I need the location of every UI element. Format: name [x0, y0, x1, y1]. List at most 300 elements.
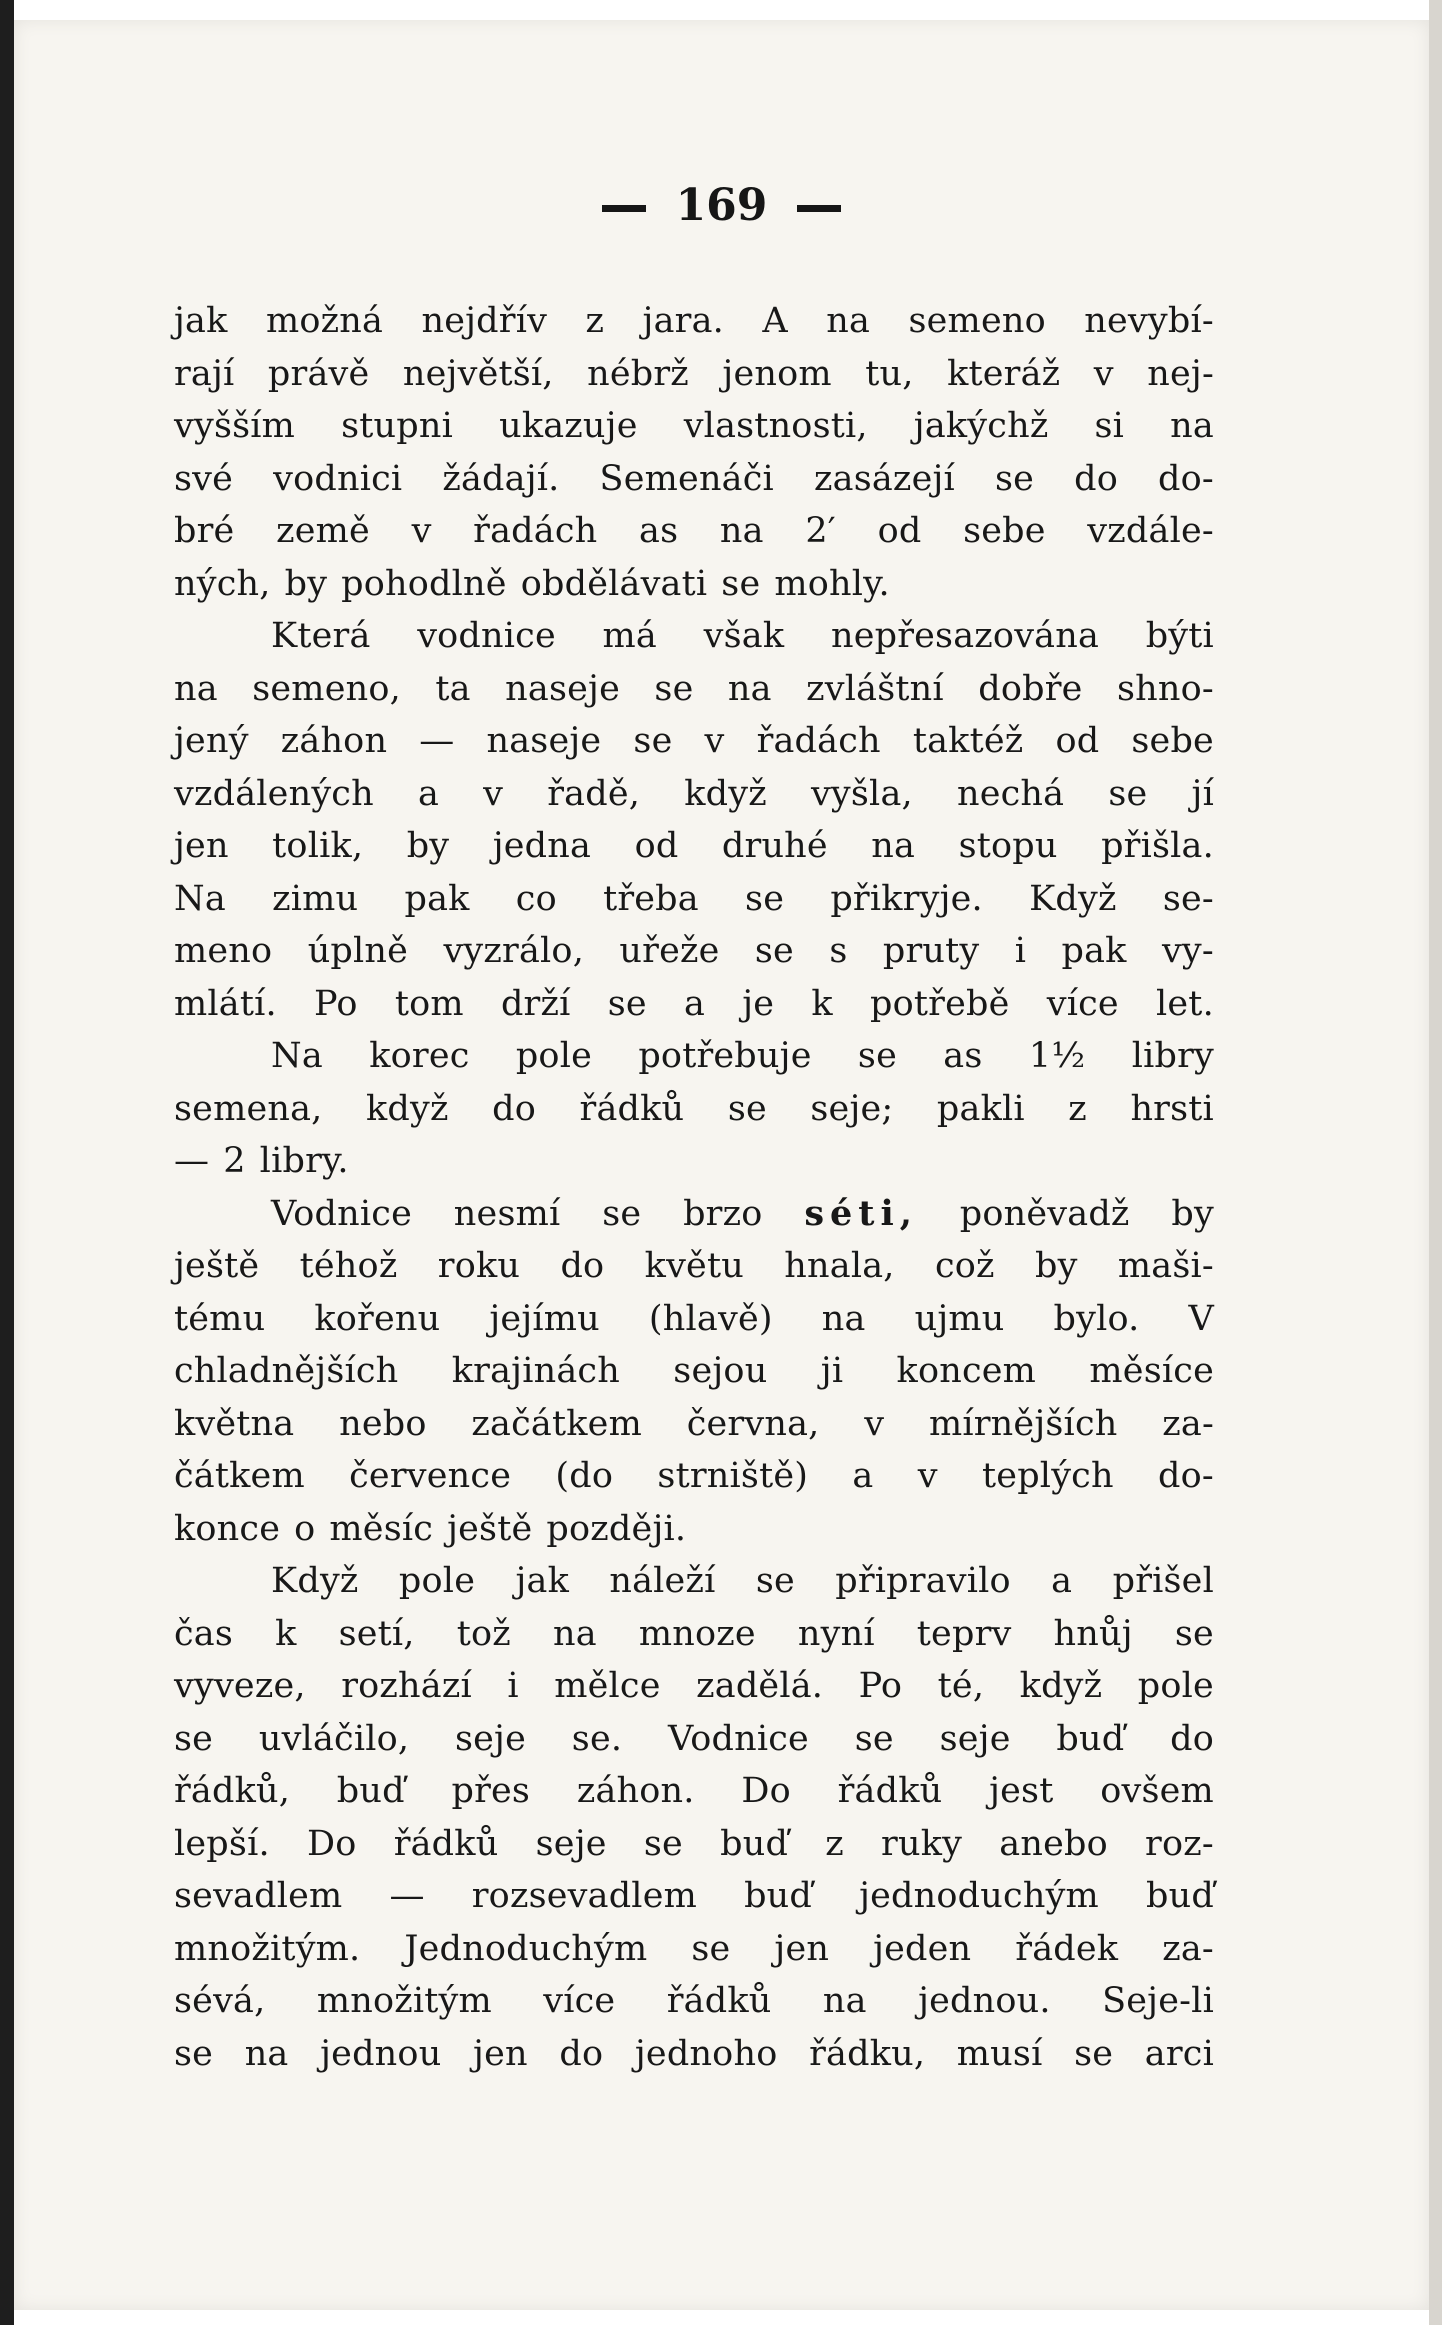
word: jejímu [489, 1298, 600, 1339]
word: drží [500, 983, 571, 1024]
word: jen [473, 2033, 528, 2074]
word: když [1019, 1666, 1103, 1706]
word: Semenáči [599, 458, 774, 499]
word: tolik, [272, 826, 364, 866]
word: ještě [174, 1246, 260, 1286]
word: buď [1146, 1876, 1214, 1916]
text-line [174, 1555, 1214, 1608]
word: v [917, 1456, 938, 1496]
word: náleží [609, 1561, 716, 1601]
word: potřebuje [638, 1036, 812, 1076]
text-line [174, 1975, 1214, 2028]
word: čas [174, 1613, 234, 1654]
word: uvláčilo, [258, 1718, 410, 1759]
word: za- [1162, 1403, 1214, 1444]
word: řádek [1015, 1928, 1119, 1969]
word: právě [267, 353, 370, 394]
text-line [174, 295, 1214, 348]
word: jakýchž [913, 406, 1049, 446]
word: přes [451, 1771, 531, 1811]
word: obdělávati [520, 563, 708, 604]
body-text [174, 295, 1214, 2080]
header-dash-left [602, 205, 646, 212]
word: V [1188, 1298, 1214, 1339]
word: 1½ [1028, 1036, 1086, 1076]
word: za- [1162, 1928, 1214, 1969]
word: anebo [999, 1823, 1108, 1864]
text-line [174, 1293, 1214, 1346]
word: jest [989, 1771, 1054, 1811]
word: ujmu [914, 1298, 1005, 1339]
word: do- [1158, 1456, 1214, 1496]
word: a [683, 983, 706, 1024]
text-line [174, 1870, 1214, 1923]
word: květu [644, 1246, 744, 1286]
word: je [742, 983, 775, 1024]
word: se [755, 1561, 795, 1601]
text-line [174, 1030, 1214, 1083]
word: jenom [722, 353, 832, 394]
word: let. [1156, 983, 1214, 1024]
text-line [174, 1188, 1214, 1241]
text-line [174, 610, 1214, 663]
word: se [602, 1193, 642, 1234]
word: semeno [908, 301, 1046, 341]
word: sévá, [174, 1981, 266, 2021]
text-line [174, 1608, 1214, 1661]
text-line [174, 820, 1214, 873]
word: sebe [963, 511, 1046, 551]
word: libry [1131, 1036, 1214, 1076]
word: na [826, 301, 871, 341]
word: by [1171, 1193, 1214, 1234]
word: Vodnice [667, 1718, 809, 1759]
word: bré [174, 511, 235, 551]
page-header [14, 180, 1429, 231]
word: pole [1137, 1666, 1214, 1706]
word: musí [956, 2033, 1043, 2074]
word: mírnějších [928, 1403, 1118, 1444]
word: když [684, 773, 767, 814]
word: se [745, 878, 785, 919]
word: ruky [881, 1823, 963, 1864]
word: — [389, 1876, 425, 1916]
word: na [727, 668, 772, 709]
word: jený [174, 721, 249, 761]
word: vodnici [273, 458, 403, 499]
word: řadách [473, 511, 598, 551]
text-line [174, 925, 1214, 978]
word: nej- [1147, 353, 1214, 394]
word: v [704, 721, 725, 761]
word: však [703, 616, 785, 656]
word: roku [437, 1246, 521, 1286]
word: na [244, 2033, 289, 2074]
word: hnůj [1053, 1613, 1133, 1654]
word: vzdálených [174, 773, 374, 814]
word: konce [174, 1508, 281, 1549]
word: množitým [316, 1981, 492, 2021]
word: sejou [673, 1351, 768, 1391]
word: a [417, 773, 440, 814]
word: Po [858, 1666, 903, 1706]
word: na [552, 1613, 597, 1654]
word: vyzrálo, [443, 931, 585, 971]
word: kteráž [947, 353, 1061, 394]
word: mohly. [774, 563, 890, 604]
text-line [174, 978, 1214, 1031]
word: ných, [174, 563, 271, 604]
text-line [174, 663, 1214, 716]
word: vzdále- [1087, 511, 1214, 551]
word: jednou [320, 2033, 442, 2074]
word: se [633, 721, 673, 761]
word: na [1170, 406, 1214, 446]
word: tému [174, 1298, 266, 1339]
word: nechá [956, 773, 1065, 814]
word: se [754, 931, 794, 971]
word: se. [571, 1718, 623, 1759]
header-dash-right [797, 205, 841, 212]
word: Která [271, 616, 371, 656]
word: pak [1061, 931, 1127, 971]
word: tu, [865, 353, 914, 394]
word: do [492, 1088, 537, 1129]
word: se [721, 563, 761, 604]
word: nevybí- [1084, 301, 1214, 341]
word: rají [174, 353, 235, 394]
word: v [411, 511, 432, 551]
book-spine-shadow [0, 0, 14, 2325]
word: na [822, 1981, 867, 2021]
word: ještě [447, 1508, 533, 1549]
word: Jednoduchým [404, 1928, 648, 1969]
word: krajinách [451, 1351, 620, 1391]
word: z [585, 301, 605, 341]
word: pruty [882, 931, 980, 971]
text-line [174, 715, 1214, 768]
word: semeno, [252, 668, 401, 709]
text-line [174, 1135, 1214, 1188]
word: od [1055, 721, 1100, 761]
text-line [174, 1398, 1214, 1451]
word: poněvadž [959, 1193, 1130, 1234]
word: as [943, 1036, 983, 1076]
word: 2 [223, 1141, 246, 1181]
word: rozhází [341, 1666, 472, 1706]
word: více [1046, 983, 1119, 1024]
word: řádků [666, 1981, 772, 2021]
word: jednoduchým [859, 1876, 1099, 1916]
word: se [1108, 773, 1148, 814]
word: když [366, 1088, 449, 1129]
word: 2′ [805, 511, 836, 551]
word: (hlavě) [648, 1298, 773, 1339]
word: do [559, 2033, 604, 2074]
word: by [284, 563, 328, 604]
word: července [349, 1456, 512, 1496]
word: pole [398, 1561, 476, 1601]
word: i [507, 1666, 519, 1706]
word: se [174, 1718, 214, 1759]
word: jí [1191, 773, 1214, 814]
word: libry. [259, 1141, 349, 1181]
word: sevadlem [174, 1876, 343, 1916]
word: as [639, 511, 679, 551]
word: později. [546, 1508, 687, 1549]
word: jen [174, 826, 229, 866]
word: setí, [338, 1613, 415, 1654]
word: hnala, [784, 1246, 895, 1286]
text-line [174, 1713, 1214, 1766]
word: seje [939, 1718, 1011, 1759]
word: i [1014, 931, 1027, 971]
word: lepší. [174, 1823, 270, 1864]
text-line [174, 1923, 1214, 1976]
word: teplých [982, 1456, 1114, 1496]
text-line [174, 1818, 1214, 1871]
word: se [607, 983, 647, 1024]
text-line [174, 2028, 1214, 2081]
word: vyšším [174, 406, 296, 446]
word: by [1034, 1246, 1078, 1286]
word: největší, [402, 353, 554, 394]
word: nejdřív [421, 301, 548, 341]
word: připravilo [835, 1561, 1011, 1601]
word: žádají. [442, 458, 560, 499]
word: Na [174, 878, 226, 919]
word: potřebě [870, 983, 1010, 1024]
word: dobře [978, 668, 1083, 709]
word: vy- [1161, 931, 1214, 971]
word: stupni [341, 406, 454, 446]
word: buď [744, 1876, 813, 1916]
book-page [14, 20, 1429, 2310]
word: shno- [1116, 668, 1214, 709]
word: úplně [307, 931, 409, 971]
word: — [419, 721, 455, 761]
text-line [174, 1503, 1214, 1556]
word: Když [271, 1561, 359, 1601]
word: do [1170, 1718, 1214, 1759]
text-line [174, 873, 1214, 926]
word: seje [535, 1823, 607, 1864]
word: se [857, 1036, 897, 1076]
word: sebe [1131, 721, 1214, 761]
word: bylo. [1053, 1298, 1140, 1339]
word: meno [174, 931, 273, 971]
word: třeba [603, 878, 699, 919]
text-line [174, 1765, 1214, 1818]
word: se [654, 668, 694, 709]
word: zimu [272, 878, 359, 919]
word: mnoze [638, 1613, 756, 1654]
word: řádků, [174, 1771, 291, 1811]
text-line [174, 1660, 1214, 1713]
word: do [560, 1246, 605, 1286]
word: tom [394, 983, 464, 1024]
word: s [829, 931, 848, 971]
word: se [643, 1823, 683, 1864]
text-line [174, 1240, 1214, 1293]
word: maši- [1117, 1246, 1214, 1286]
word: června, [686, 1403, 820, 1444]
word: ovšem [1100, 1771, 1214, 1811]
word: tož [456, 1613, 511, 1654]
word: hrsti [1130, 1088, 1214, 1129]
word: k [275, 1613, 297, 1654]
word: zasázejí [814, 458, 955, 499]
word: přišla. [1101, 826, 1214, 866]
word: jara. [642, 301, 724, 341]
word: do- [1158, 458, 1214, 499]
word: do [1074, 458, 1118, 499]
word: množitým. [174, 1928, 361, 1969]
word: řádku, [809, 2033, 926, 2074]
word: nyní [797, 1613, 875, 1654]
word: se- [1162, 878, 1214, 919]
word: své [174, 458, 234, 499]
word: o [294, 1508, 316, 1549]
word: jeden [873, 1928, 972, 1969]
word: v [864, 1403, 885, 1444]
word: semena, [174, 1088, 323, 1129]
word: vyveze, [174, 1666, 306, 1706]
word: se [691, 1928, 731, 1969]
word: ta [435, 668, 471, 709]
word: na [821, 1298, 866, 1339]
text-line [174, 400, 1214, 453]
word: od [634, 826, 679, 866]
word: řadách [756, 721, 881, 761]
word: má [602, 616, 658, 656]
word: záhon. [576, 1771, 695, 1811]
word: k [811, 983, 833, 1024]
word: ukazuje [499, 406, 638, 446]
word: začátkem [471, 1403, 642, 1444]
word: a [852, 1456, 874, 1496]
word: Do [741, 1771, 791, 1811]
word: ji [820, 1351, 844, 1391]
word: kořenu [314, 1298, 441, 1339]
word: teprv [916, 1613, 1012, 1654]
word: zadělá. [696, 1666, 824, 1706]
word: přikryje. [830, 878, 983, 919]
word: na [871, 826, 916, 866]
word: uřeže [619, 931, 720, 971]
word: séti, [804, 1192, 918, 1234]
word: jedna [492, 826, 592, 866]
text-line [174, 348, 1214, 401]
word: měsíc [329, 1508, 434, 1549]
word: by [406, 826, 450, 866]
word: seje [454, 1718, 527, 1759]
word: vyšla, [810, 773, 913, 814]
word: brzo [683, 1193, 763, 1234]
word: roz- [1145, 1823, 1214, 1864]
word: A [762, 301, 788, 341]
word: rozsevadlem [471, 1876, 698, 1916]
word: koncem [896, 1351, 1037, 1391]
word: buď [720, 1823, 789, 1864]
page-edge [1429, 0, 1442, 2325]
text-line [174, 1083, 1214, 1136]
word: chladnějších [174, 1351, 399, 1391]
word: pakli [936, 1088, 1025, 1129]
word: se [994, 458, 1035, 499]
word: od [877, 511, 922, 551]
word: země [276, 511, 370, 551]
text-line [174, 505, 1214, 558]
word: vodnice [417, 616, 556, 656]
word: což [934, 1246, 995, 1286]
word: jak [174, 301, 228, 341]
word: Seje-li [1102, 1981, 1214, 2021]
word: téhož [299, 1246, 398, 1286]
word: buď [336, 1771, 405, 1811]
word: strniště) [657, 1456, 809, 1496]
word: se [1174, 1613, 1214, 1654]
word: druhé [721, 826, 828, 866]
word: býti [1145, 616, 1214, 656]
word: se [1074, 2033, 1114, 2074]
word: jak [515, 1561, 569, 1601]
text-line [174, 1345, 1214, 1398]
word: jen [774, 1928, 830, 1969]
word: se [727, 1088, 767, 1129]
word: z [1068, 1088, 1087, 1129]
word: pohodlně [341, 563, 507, 604]
word: vlastnosti, [683, 406, 868, 446]
word: té, [937, 1666, 985, 1706]
word: přišel [1112, 1561, 1214, 1601]
word: se [174, 2033, 214, 2074]
word: jednou. [918, 1981, 1051, 2021]
word: v [1093, 353, 1114, 394]
word: na [719, 511, 764, 551]
word: nébrž [587, 353, 689, 394]
word: si [1094, 406, 1125, 446]
word: mělce [554, 1666, 661, 1706]
word: Po [314, 983, 358, 1024]
word: (do [555, 1456, 614, 1496]
word: v [483, 773, 504, 814]
word: buď [1056, 1718, 1125, 1759]
word: nebo [339, 1403, 427, 1444]
word: pole [515, 1036, 593, 1076]
word: stopu [958, 826, 1058, 866]
word: korec [369, 1036, 470, 1076]
word: co [515, 878, 557, 919]
word: řádků [393, 1823, 499, 1864]
text-line [174, 768, 1214, 821]
word: Na [271, 1036, 323, 1076]
word: čátkem [174, 1456, 305, 1496]
word: z [825, 1823, 844, 1864]
word: taktéž [912, 721, 1024, 761]
word: pak [404, 878, 470, 919]
word: nepřesazována [830, 616, 1100, 656]
word: nesmí [453, 1193, 561, 1234]
word: naseje [505, 668, 620, 709]
word: Do [306, 1823, 357, 1864]
word: naseje [486, 721, 602, 761]
page-number: 169 [675, 180, 768, 231]
word: zvláštní [806, 668, 944, 709]
word: řadě, [547, 773, 641, 814]
word: možná [265, 301, 384, 341]
word: — [174, 1141, 210, 1181]
